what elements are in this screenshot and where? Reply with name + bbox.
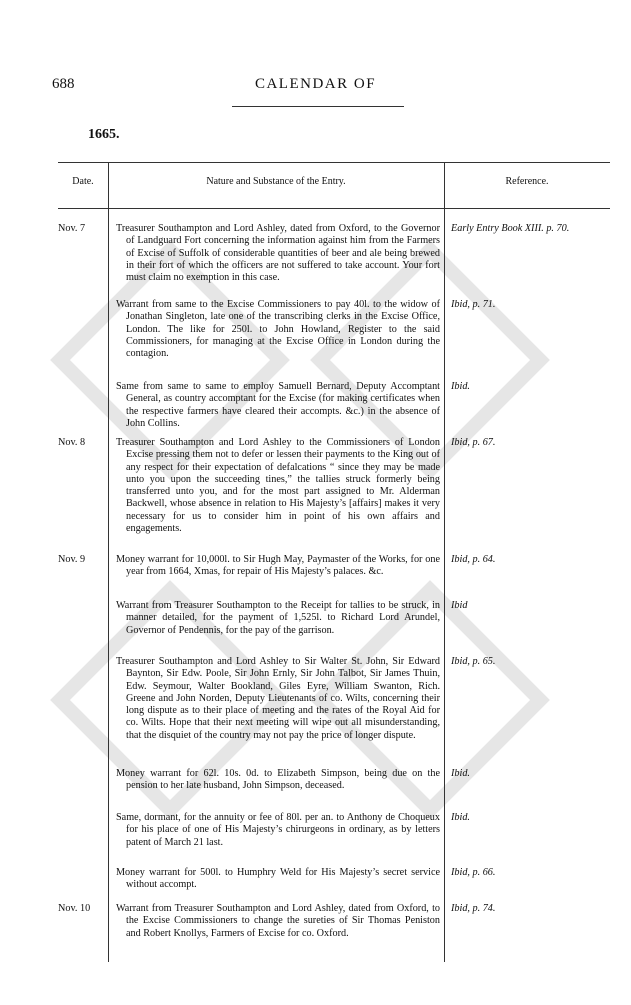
entry-text: Same from same to same to employ Samuell Bernard, Deputy Accomptant General, as country accomptant for the Excise (for making certificates when the respective farmers have cleared their accompts. &c.) in the absence of John Collins. xyxy=(116,381,440,429)
page-number: 688 xyxy=(52,76,75,92)
entry-date: Nov. 10 xyxy=(58,903,91,914)
column-divider-ref xyxy=(444,162,445,962)
table-top-rule xyxy=(58,162,610,163)
entry-text: Treasurer Southampton and Lord Ashley to the Commissioners of London Excise pressing them not to defer or lessen their payments to the King out of any respect for their expectation of defalcations “ since they may be made unto you upon the succeeding tines,” the tallies struck formerly being transferred unto you, and for the most part assigned to Mr. Alderman Backwell, whose absence in relation to His Majesty’s [affairs] makes it very necessary for us to consider him in point of his own affairs and engagements. xyxy=(116,437,440,535)
title-rule xyxy=(232,106,404,107)
entry-text: Treasurer Southampton and Lord Ashley, dated from Oxford, to the Governor of Landguard Fort concerning the information against him from the Farmers of Excise of Suffolk of considerable quantities of beer and ale being brewed in their fort of which the officers are not suffered to take account. Your fort must claim no exemption in this case. xyxy=(116,223,440,284)
entry-reference: Ibid, p. 71. xyxy=(451,299,496,310)
entry-reference: Ibid xyxy=(451,600,468,611)
entry-reference: Ibid, p. 74. xyxy=(451,903,496,914)
entry-reference: Early Entry Book XIII. p. 70. xyxy=(451,223,570,234)
entry-reference: Ibid. xyxy=(451,768,470,779)
entry-text: Warrant from Treasurer Southampton and Lord Ashley, dated from Oxford, to the Excise Commissioners to change the sureties of Sir Thomas Peniston and Robert Knollys, Farmers of Excise for co. Oxford. xyxy=(116,903,440,939)
year-heading: 1665. xyxy=(88,127,120,142)
entry-date: Nov. 7 xyxy=(58,223,86,234)
entry-reference: Ibid, p. 64. xyxy=(451,554,496,565)
column-header-date: Date. xyxy=(72,176,94,187)
entry-date: Nov. 8 xyxy=(58,437,86,448)
entry-text: Treasurer Southampton and Lord Ashley to Sir Walter St. John, Sir Edward Baynton, Sir Edw. Poole, Sir John Ernly, Sir John Talbot, Sir James Thuin, Edw. Seymour, Walter Bookland, Giles Eyre, William Swanton, Rich. Greene and John Norden, Deputy Lieutenants of co. Wilts, concerning their long dispute as to their place of meeting and the rates of the Royal Aid for co. Wilts. Hope that their next meeting will wipe out all misunderstanding, that the disquiet of the country may not pay the price of longer dispute. xyxy=(116,656,440,741)
running-title: CALENDAR OF xyxy=(254,76,377,92)
entry-reference: Ibid, p. 65. xyxy=(451,656,496,667)
column-divider-date xyxy=(108,162,109,962)
entry-reference: Ibid. xyxy=(451,812,470,823)
entry-text: Money warrant for 62l. 10s. 0d. to Elizabeth Simpson, being due on the pension to her late husband, John Simpson, deceased. xyxy=(116,768,440,792)
entry-text: Money warrant for 500l. to Humphry Weld for His Majesty’s secret service without accompt. xyxy=(116,867,440,891)
entry-text: Warrant from Treasurer Southampton to the Receipt for tallies to be struck, in manner detailed, for the payment of 1,525l. to Richard Lord Arundel, Governor of Pendennis, for the pay of the garrison. xyxy=(116,600,440,636)
entry-reference: Ibid, p. 67. xyxy=(451,437,496,448)
table-header-rule xyxy=(58,208,610,209)
entry-text: Same, dormant, for the annuity or fee of 80l. per an. to Anthony de Choqueux for his place of one of His Majesty’s chirurgeons in ordinary, as by letters patent of March 21 last. xyxy=(116,812,440,848)
entry-text: Money warrant for 10,000l. to Sir Hugh May, Paymaster of the Works, for one year from 1664, Xmas, for repair of His Majesty’s palaces. &c. xyxy=(116,554,440,578)
entry-date: Nov. 9 xyxy=(58,554,86,565)
entry-reference: Ibid, p. 66. xyxy=(451,867,496,878)
entry-reference: Ibid. xyxy=(451,381,470,392)
entry-text: Warrant from same to the Excise Commissioners to pay 40l. to the widow of Jonathan Singleton, late one of the transcribing clerks in the Excise Office, London. The like for 250l. to John Howland, Register to the said Commissioners, for managing at the Excise Office in London during the contagion. xyxy=(116,299,440,360)
column-header-entry: Nature and Substance of the Entry. xyxy=(206,176,346,187)
column-header-reference: Reference. xyxy=(505,176,549,187)
